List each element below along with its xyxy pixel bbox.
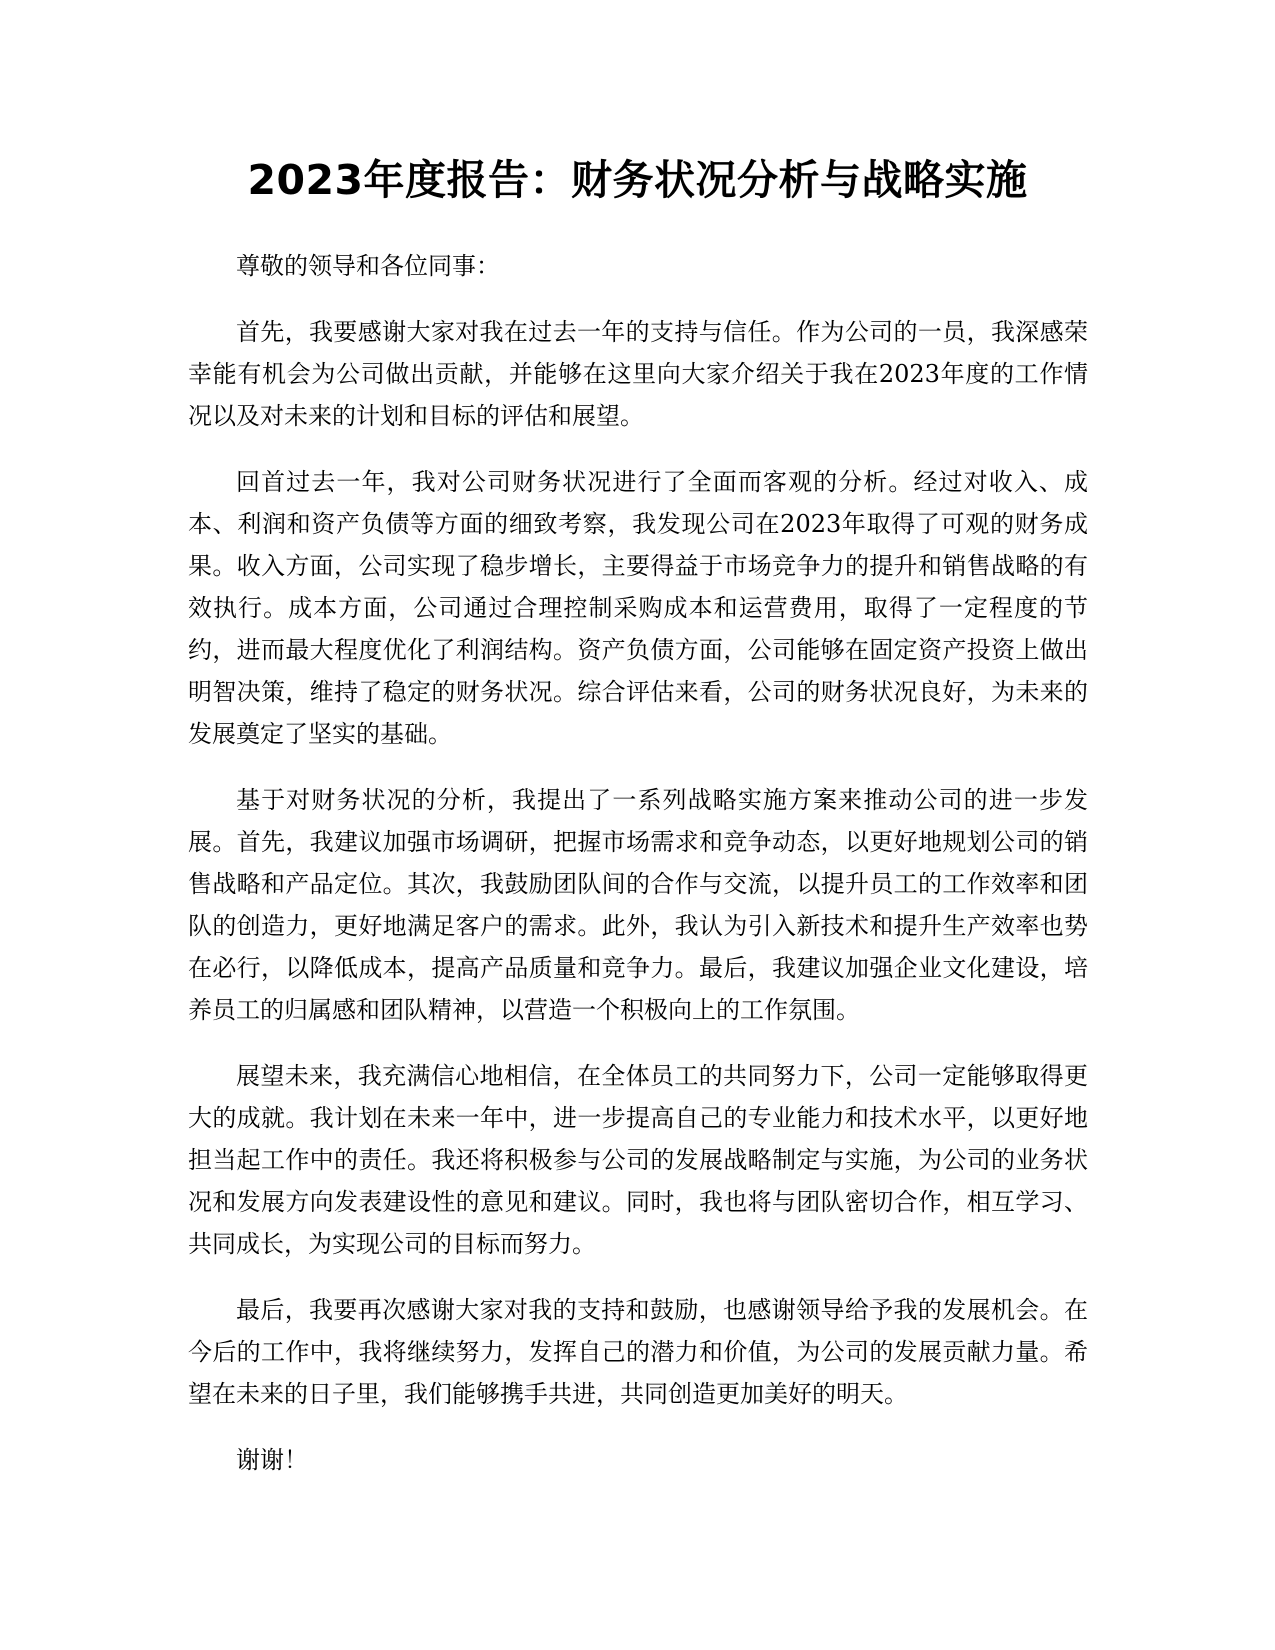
- financial-analysis-paragraph: 回首过去一年，我对公司财务状况进行了全面而客观的分析。经过对收入、成本、利润和资产负债等方面的细致考察，我发现公司在2023年取得了可观的财务成果。收入方面，公司实现了稳步增长，主要得益于市场竞争力的提升和销售战略的有效执行。成本方面，公司通过合理控制采购成本和运营费用，取得了一定程度的节约，进而最大程度优化了利润结构。资产负债方面，公司能够在固定资产投资上做出明智决策，维持了稳定的财务状况。综合评估来看，公司的财务状况良好，为未来的发展奠定了坚实的基础。: [188, 468, 1088, 748]
- document-title: 2023年度报告：财务状况分析与战略实施: [247, 156, 1028, 204]
- thanks-paragraph: 谢谢！: [236, 1446, 308, 1474]
- outlook-paragraph: 展望未来，我充满信心地相信，在全体员工的共同努力下，公司一定能够取得更大的成就。我计划在未来一年中，进一步提高自己的专业能力和技术水平，以更好地担当起工作中的责任。我还将积极参与公司的发展战略制定与实施，为公司的业务状况和发展方向发表建设性的意见和建议。同时，我也将与团队密切合作，相互学习、共同成长，为实现公司的目标而努力。: [188, 1062, 1088, 1258]
- salutation-paragraph: 尊敬的领导和各位同事：: [236, 252, 500, 280]
- strategy-paragraph: 基于对财务状况的分析，我提出了一系列战略实施方案来推动公司的进一步发展。首先，我建议加强市场调研，把握市场需求和竞争动态，以更好地规划公司的销售战略和产品定位。其次，我鼓励团队间的合作与交流，以提升员工的工作效率和团队的创造力，更好地满足客户的需求。此外，我认为引入新技术和提升生产效率也势在必行，以降低成本，提高产品质量和竞争力。最后，我建议加强企业文化建设，培养员工的归属感和团队精神，以营造一个积极向上的工作氛围。: [188, 786, 1088, 1024]
- opening-paragraph: 首先，我要感谢大家对我在过去一年的支持与信任。作为公司的一员，我深感荣幸能有机会为公司做出贡献，并能够在这里向大家介绍关于我在2023年度的工作情况以及对未来的计划和目标的评估和展望。: [188, 318, 1088, 430]
- closing-paragraph: 最后，我要再次感谢大家对我的支持和鼓励，也感谢领导给予我的发展机会。在今后的工作中，我将继续努力，发挥自己的潜力和价值，为公司的发展贡献力量。希望在未来的日子里，我们能够携手共进，共同创造更加美好的明天。: [188, 1296, 1088, 1408]
- document-body: [188, 245, 1088, 1505]
